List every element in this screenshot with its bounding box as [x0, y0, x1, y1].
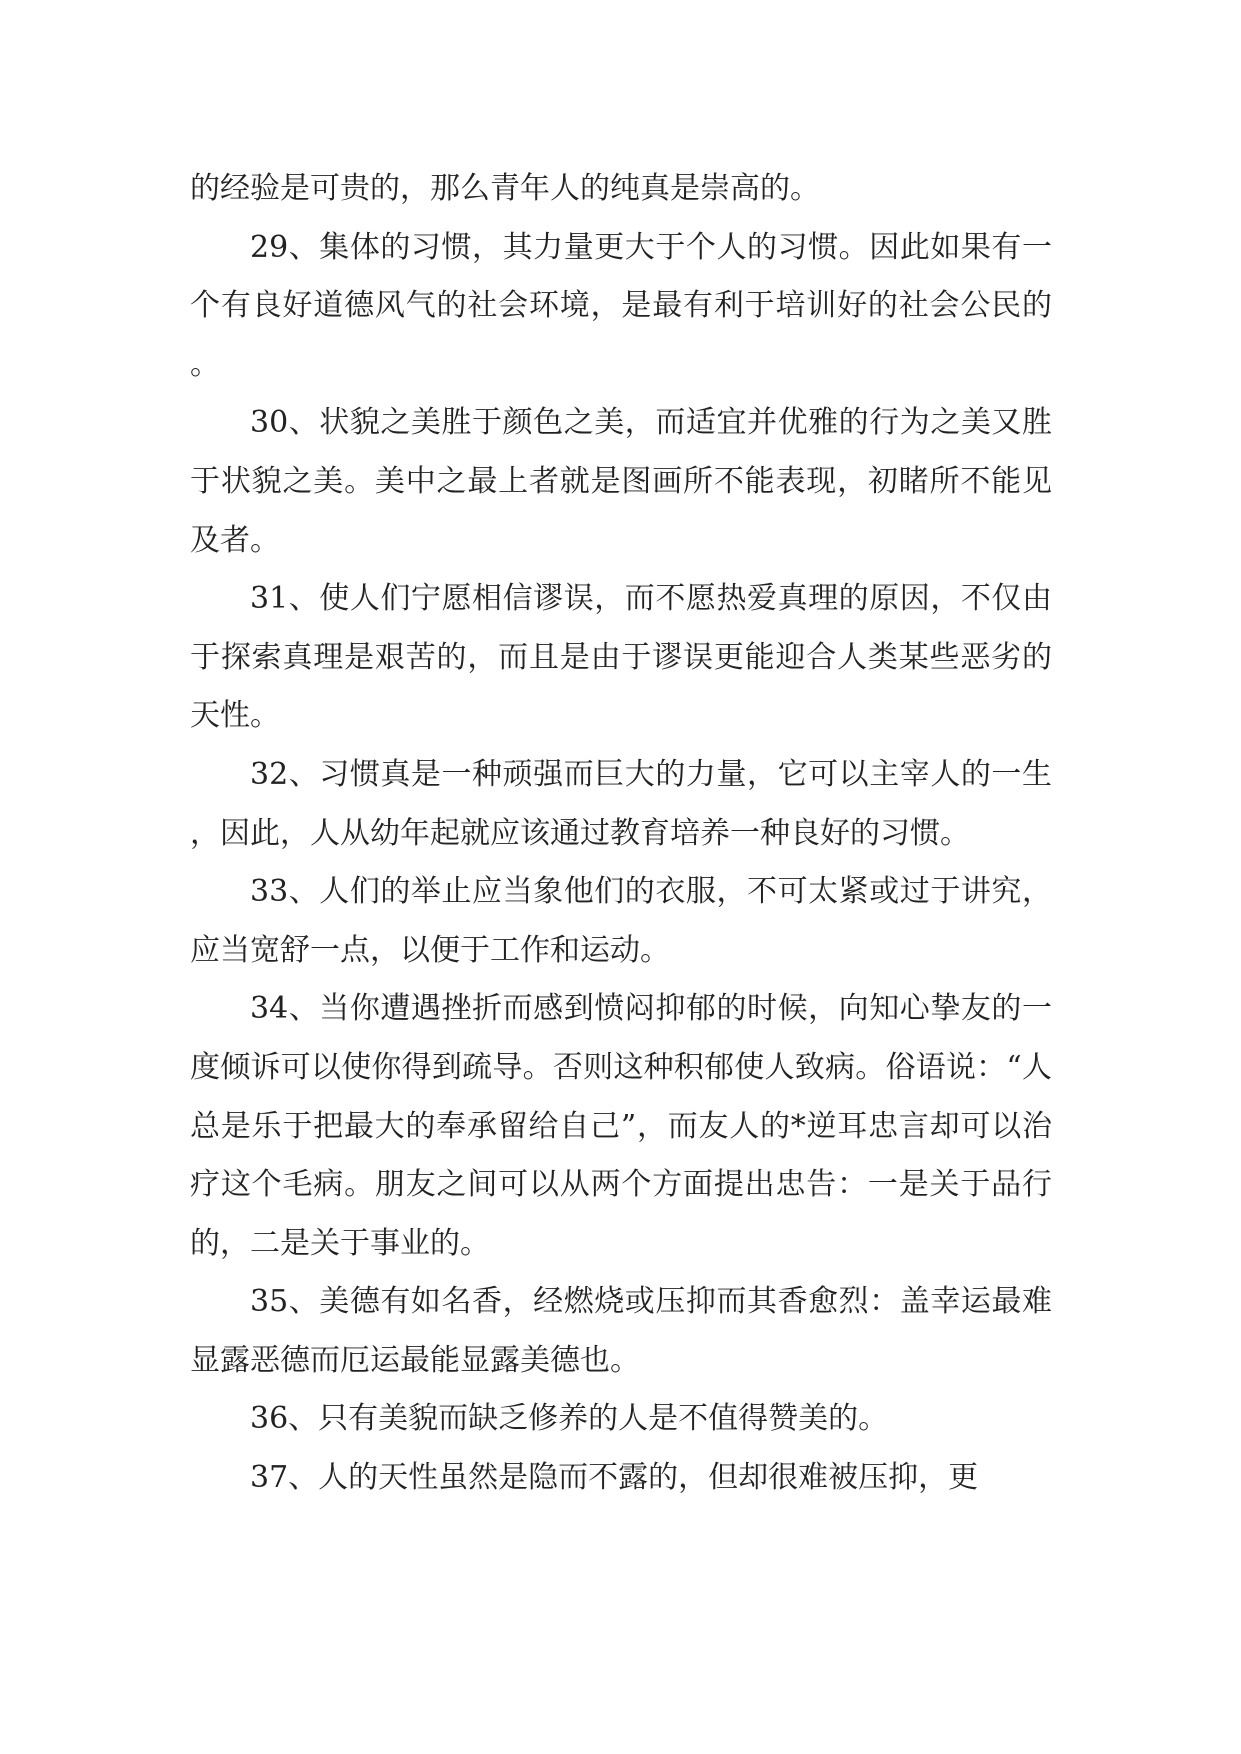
document-body: [190, 160, 1052, 1508]
paragraph-31: 31、使人们宁愿相信谬误，而不愿热爱真理的原因，不仅由于探索真理是艰苦的，而且是由于谬误更能迎合人类某些恶劣的天性。: [190, 581, 1052, 734]
paragraph-30: 30、状貌之美胜于颜色之美，而适宜并优雅的行为之美又胜于状貌之美。美中之最上者就是图画所不能表现，初睹所不能见及者。: [190, 405, 1052, 558]
paragraph-36: 36、只有美貌而缺乏修养的人是不值得赞美的。: [250, 1401, 889, 1437]
paragraph-28-continuation: 的经验是可贵的，那么青年人的纯真是崇高的。: [190, 171, 820, 206]
paragraph-32: 32、习惯真是一种顽强而巨大的力量，它可以主宰人的一生，因此，人从幼年起就应该通过教育培养一种良好的习惯。: [190, 756, 1052, 851]
paragraph-33: 33、人们的举止应当象他们的衣服，不可太紧或过于讲究，应当宽舒一点，以便于工作和运动。: [190, 874, 1052, 968]
paragraph-34: 34、当你遭遇挫折而感到愤闷抑郁的时候，向知心挚友的一度倾诉可以使你得到疏导。否则这种积郁使人致病。俗语说：“人总是乐于把最大的奉承留给自己”，而友人的*逆耳忠言却可以治疗这个毛病。朋友之间可以从两个方面提出忠告：一是关于品行的，二是关于事业的。: [190, 991, 1052, 1261]
paragraph-35: 35、美德有如名香，经燃烧或压抑而其香愈烈：盖幸运最难显露恶德而厄运最能显露美德也。: [190, 1284, 1052, 1378]
paragraph-37: 37、人的天性虽然是隐而不露的，但却很难被压抑，更: [250, 1460, 979, 1496]
paragraph-29: 29、集体的习惯，其力量更大于个人的习惯。因此如果有一个有良好道德风气的社会环境，是最有利于培训好的社会公民的。: [190, 229, 1052, 382]
